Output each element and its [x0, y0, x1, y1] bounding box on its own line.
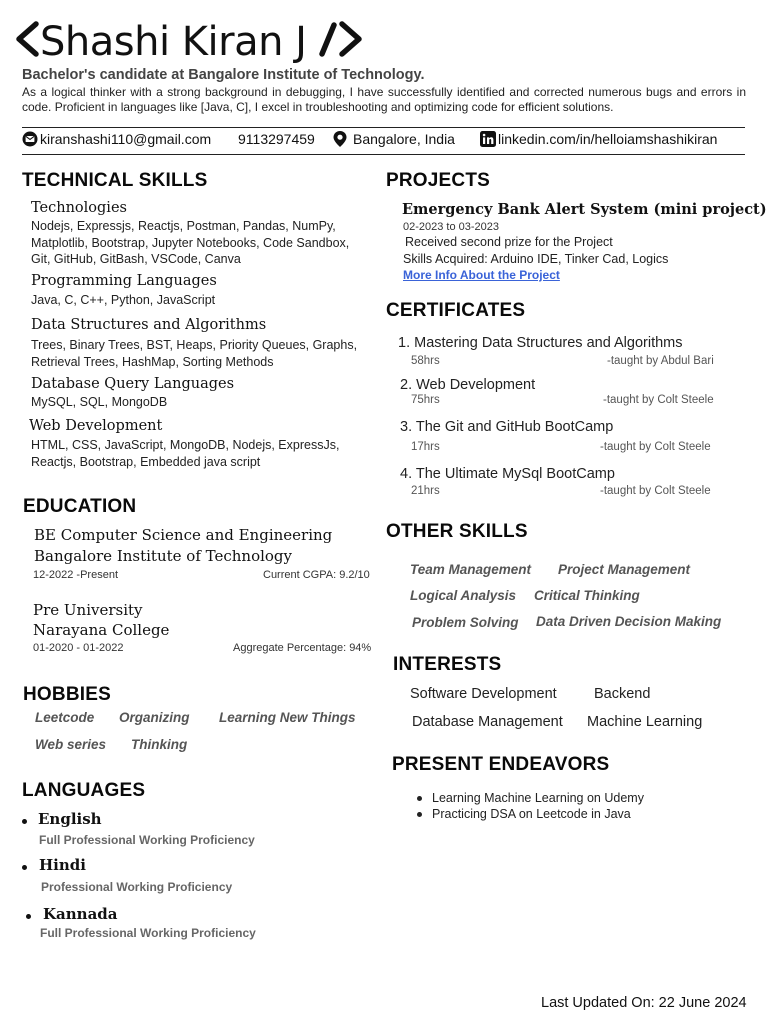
project-title: Emergency Bank Alert System (mini project): [402, 201, 767, 218]
hobby-chip: Learning New Things: [219, 710, 356, 725]
certificate-teacher: -taught by Colt Steele: [603, 394, 714, 406]
project-skills: Skills Acquired: Arduino IDE, Tinker Cad, Logics: [403, 252, 669, 266]
education-score: Current CGPA: 9.2/10: [263, 569, 370, 581]
linkedin-text: linkedin.com/in/helloiamshashikiran: [498, 131, 718, 147]
other-skill-chip: Data Driven Decision Making: [536, 614, 722, 629]
languages-heading: LANGUAGES: [22, 780, 146, 801]
skill-group-text: Nodejs, Expressjs, Reactjs, Postman, Pandas, NumPy, Matplotlib, Bootstrap, Jupyter Notebooks, Code Sandbox, Git, GitHub, GitBash, VSCode, Canva: [31, 219, 350, 266]
present-endeavors-heading: PRESENT ENDEAVORS: [392, 754, 610, 775]
skill-group-title: Programming Languages: [31, 273, 217, 289]
name-text: Shashi Kiran J: [40, 19, 307, 65]
language-name: Kannada: [43, 905, 118, 923]
contact-email[interactable]: [22, 131, 211, 147]
bullet-dot-icon: [22, 819, 27, 824]
certificate-teacher: -taught by Abdul Bari: [607, 355, 714, 367]
phone-text: 9113297459: [238, 131, 315, 147]
projects-heading: PROJECTS: [386, 170, 491, 191]
hobby-chip: Leetcode: [35, 710, 95, 725]
project-award: Received second prize for the Project: [405, 235, 613, 249]
technical-skills-heading: TECHNICAL SKILLS: [22, 170, 208, 191]
bullet-dot-icon: [26, 914, 31, 919]
project-dates: 02-2023 to 03-2023: [403, 221, 500, 233]
location-text: Bangalore, India: [353, 131, 455, 147]
education-score: Aggregate Percentage: 94%: [233, 642, 372, 654]
certificate-hours: 21hrs: [411, 485, 440, 497]
email-text: kiranshashi110@gmail.com: [40, 131, 212, 147]
contact-linkedin[interactable]: [480, 131, 717, 147]
resume-summary: As a logical thinker with a strong background in debugging, I have successfully identified and corrected numerous bugs and errors in code. Proficient in languages like [Java, C], I excel in troubleshooting and optimizing code for efficient solutions.: [22, 85, 746, 114]
skill-group-title: Web Development: [29, 418, 163, 434]
language-name: English: [38, 810, 102, 828]
other-skills-heading: OTHER SKILLS: [386, 521, 528, 542]
education-dates: 01-2020 - 01-2022: [33, 642, 124, 654]
contact-phone: [238, 131, 315, 147]
language-name: Hindi: [39, 856, 86, 874]
resume-subtitle: Bachelor's candidate at Bangalore Institute of Technology.: [22, 67, 425, 83]
interest-item: Database Management: [412, 714, 563, 730]
education-school: Narayana College: [33, 621, 170, 639]
certificate-hours: 17hrs: [411, 441, 440, 453]
education-degree: BE Computer Science and Engineering: [34, 526, 333, 544]
interest-item: Software Development: [410, 686, 557, 702]
language-level: Full Professional Working Proficiency: [40, 926, 256, 940]
certificate-hours: 58hrs: [411, 355, 440, 367]
skill-group-text: Java, C, C++, Python, JavaScript: [31, 293, 216, 307]
hobby-chip: Thinking: [131, 737, 188, 752]
location-pin-icon: [332, 131, 348, 147]
skill-group-text: Trees, Binary Trees, BST, Heaps, Priority Queues, Graphs, Retrieval Trees, HashMap, Sorting Methods: [31, 338, 358, 369]
interests-heading: INTERESTS: [393, 654, 502, 675]
certificate-title: 3. The Git and GitHub BootCamp: [400, 419, 614, 435]
education-degree: Pre University: [33, 601, 143, 619]
divider-top: [22, 127, 745, 128]
hobby-chip: Web series: [35, 737, 107, 752]
other-skill-chip: Problem Solving: [412, 615, 519, 630]
skill-group-title: Data Structures and Algorithms: [31, 317, 267, 333]
language-level: Professional Working Proficiency: [41, 880, 233, 894]
project-link[interactable]: More Info About the Project: [403, 268, 560, 282]
other-skill-chip: Team Management: [410, 562, 532, 577]
certificate-title: 4. The Ultimate MySql BootCamp: [400, 466, 615, 482]
mail-icon: [22, 131, 38, 147]
interest-item: Backend: [594, 686, 651, 702]
certificate-title: 1. Mastering Data Structures and Algorithms: [398, 335, 683, 351]
skill-group-title: Technologies: [31, 200, 127, 216]
hobby-chip: Organizing: [119, 710, 190, 725]
education-school: Bangalore Institute of Technology: [34, 547, 293, 565]
bullet-dot-icon: [22, 865, 27, 870]
code-open-icon: [14, 20, 40, 68]
skill-group-text: MySQL, SQL, MongoDB: [31, 395, 168, 409]
endeavor-item: Learning Machine Learning on Udemy: [415, 790, 644, 806]
endeavor-item: Practicing DSA on Leetcode in Java: [415, 806, 644, 822]
code-close-icon: [314, 20, 366, 68]
certificate-teacher: -taught by Colt Steele: [600, 485, 711, 497]
certificates-heading: CERTIFICATES: [386, 300, 526, 321]
resume-name: [14, 18, 366, 68]
interest-item: Machine Learning: [587, 714, 703, 730]
skill-group-text: HTML, CSS, JavaScript, MongoDB, Nodejs, ExpressJs, Reactjs, Bootstrap, Embedded java script: [31, 438, 340, 469]
certificate-hours: 75hrs: [411, 394, 440, 406]
last-updated: Last Updated On: 22 June 2024: [541, 995, 747, 1011]
skill-group-title: Database Query Languages: [31, 376, 235, 392]
language-level: Full Professional Working Proficiency: [39, 833, 255, 847]
contact-location: [332, 131, 455, 147]
divider-bottom: [22, 154, 745, 155]
linkedin-icon: [480, 131, 496, 147]
other-skill-chip: Project Management: [558, 562, 691, 577]
education-heading: EDUCATION: [23, 496, 137, 517]
education-dates: 12-2022 -Present: [33, 569, 118, 581]
other-skill-chip: Critical Thinking: [534, 588, 640, 603]
certificate-teacher: -taught by Colt Steele: [600, 441, 711, 453]
endeavors-list: [415, 790, 644, 822]
certificate-title: 2. Web Development: [400, 377, 536, 393]
hobbies-heading: HOBBIES: [23, 684, 111, 705]
other-skill-chip: Logical Analysis: [410, 588, 517, 603]
